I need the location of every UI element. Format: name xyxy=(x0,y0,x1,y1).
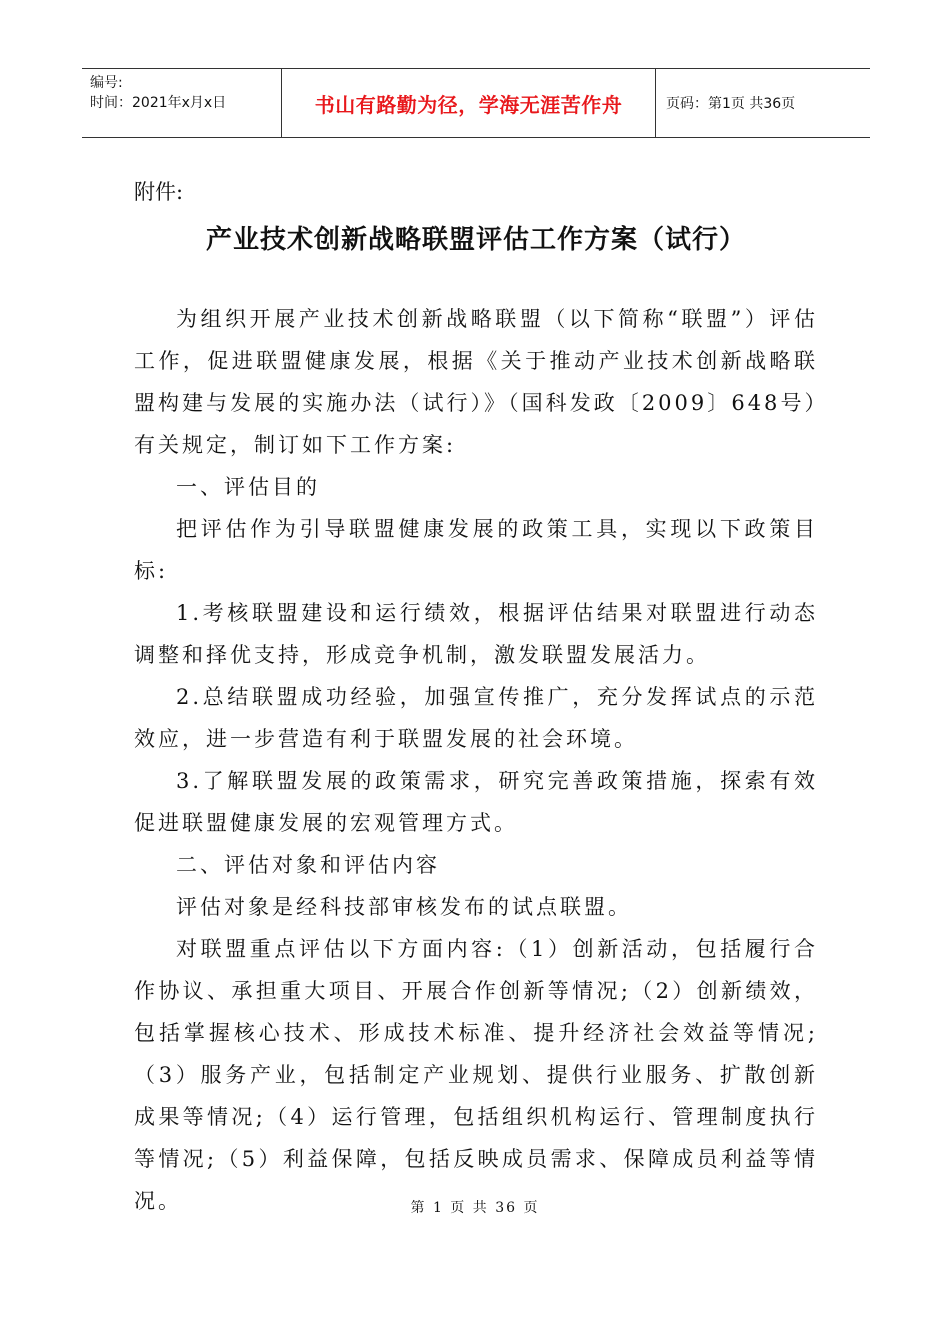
header-meta-cell xyxy=(82,69,282,137)
document-title: 产业技术创新战略联盟评估工作方案（试行） xyxy=(205,225,746,255)
section-heading-purpose: 一、评估目的 xyxy=(176,475,320,499)
paragraph-item-2: 2.总结联盟成功经验，加强宣传推广，充分发挥试点的示范效应，进一步营造有利于联盟发展的社会环境。 xyxy=(134,685,818,751)
paragraph-item-3: 3.了解联盟发展的政策需求，研究完善政策措施，探索有效促进联盟健康发展的宏观管理方式。 xyxy=(134,769,818,835)
header-table xyxy=(82,68,870,138)
paragraph-intro: 为组织开展产业技术创新战略联盟（以下简称“联盟”）评估工作，促进联盟健康发展，根据《关于推动产业技术创新战略联盟构建与发展的实施办法（试行）》（国科发政〔2009〕648号）有关规定，制订如下工作方案: xyxy=(134,307,818,457)
header-page-cell xyxy=(656,69,870,137)
attachment-label: 附件: xyxy=(134,180,184,204)
page-info: 页码：第1页 共36页 xyxy=(666,96,796,112)
motto-text: 书山有路勤为径，学海无涯苦作舟 xyxy=(314,92,623,117)
paragraph-item-1: 1.考核联盟建设和运行绩效，根据评估结果对联盟进行动态调整和择优支持，形成竞争机制，激发联盟发展活力。 xyxy=(134,601,818,667)
header-motto-cell xyxy=(282,69,656,137)
paragraph-objects: 评估对象是经科技部审核发布的试点联盟。 xyxy=(176,895,632,919)
paragraph-purpose: 把评估作为引导联盟健康发展的政策工具，实现以下政策目标: xyxy=(134,517,818,583)
page-footer: 第 1 页 共 36 页 xyxy=(410,1200,540,1216)
time-label: 时间：2021年x月x日 xyxy=(90,95,227,111)
number-label: 编号: xyxy=(90,75,123,91)
document-body xyxy=(134,172,818,1222)
section-heading-objects: 二、评估对象和评估内容 xyxy=(176,853,440,877)
paragraph-contents: 对联盟重点评估以下方面内容:（1）创新活动，包括履行合作协议、承担重大项目、开展合作创新等情况;（2）创新绩效，包括掌握核心技术、形成技术标准、提升经济社会效益等情况;（3）服务产业，包括制定产业规划、提供行业服务、扩散创新成果等情况;（4）运行管理，包括组织机构运行、管理制度执行等情况;（5）利益保障，包括反映成员需求、保障成员利益等情况。 xyxy=(134,937,818,1213)
